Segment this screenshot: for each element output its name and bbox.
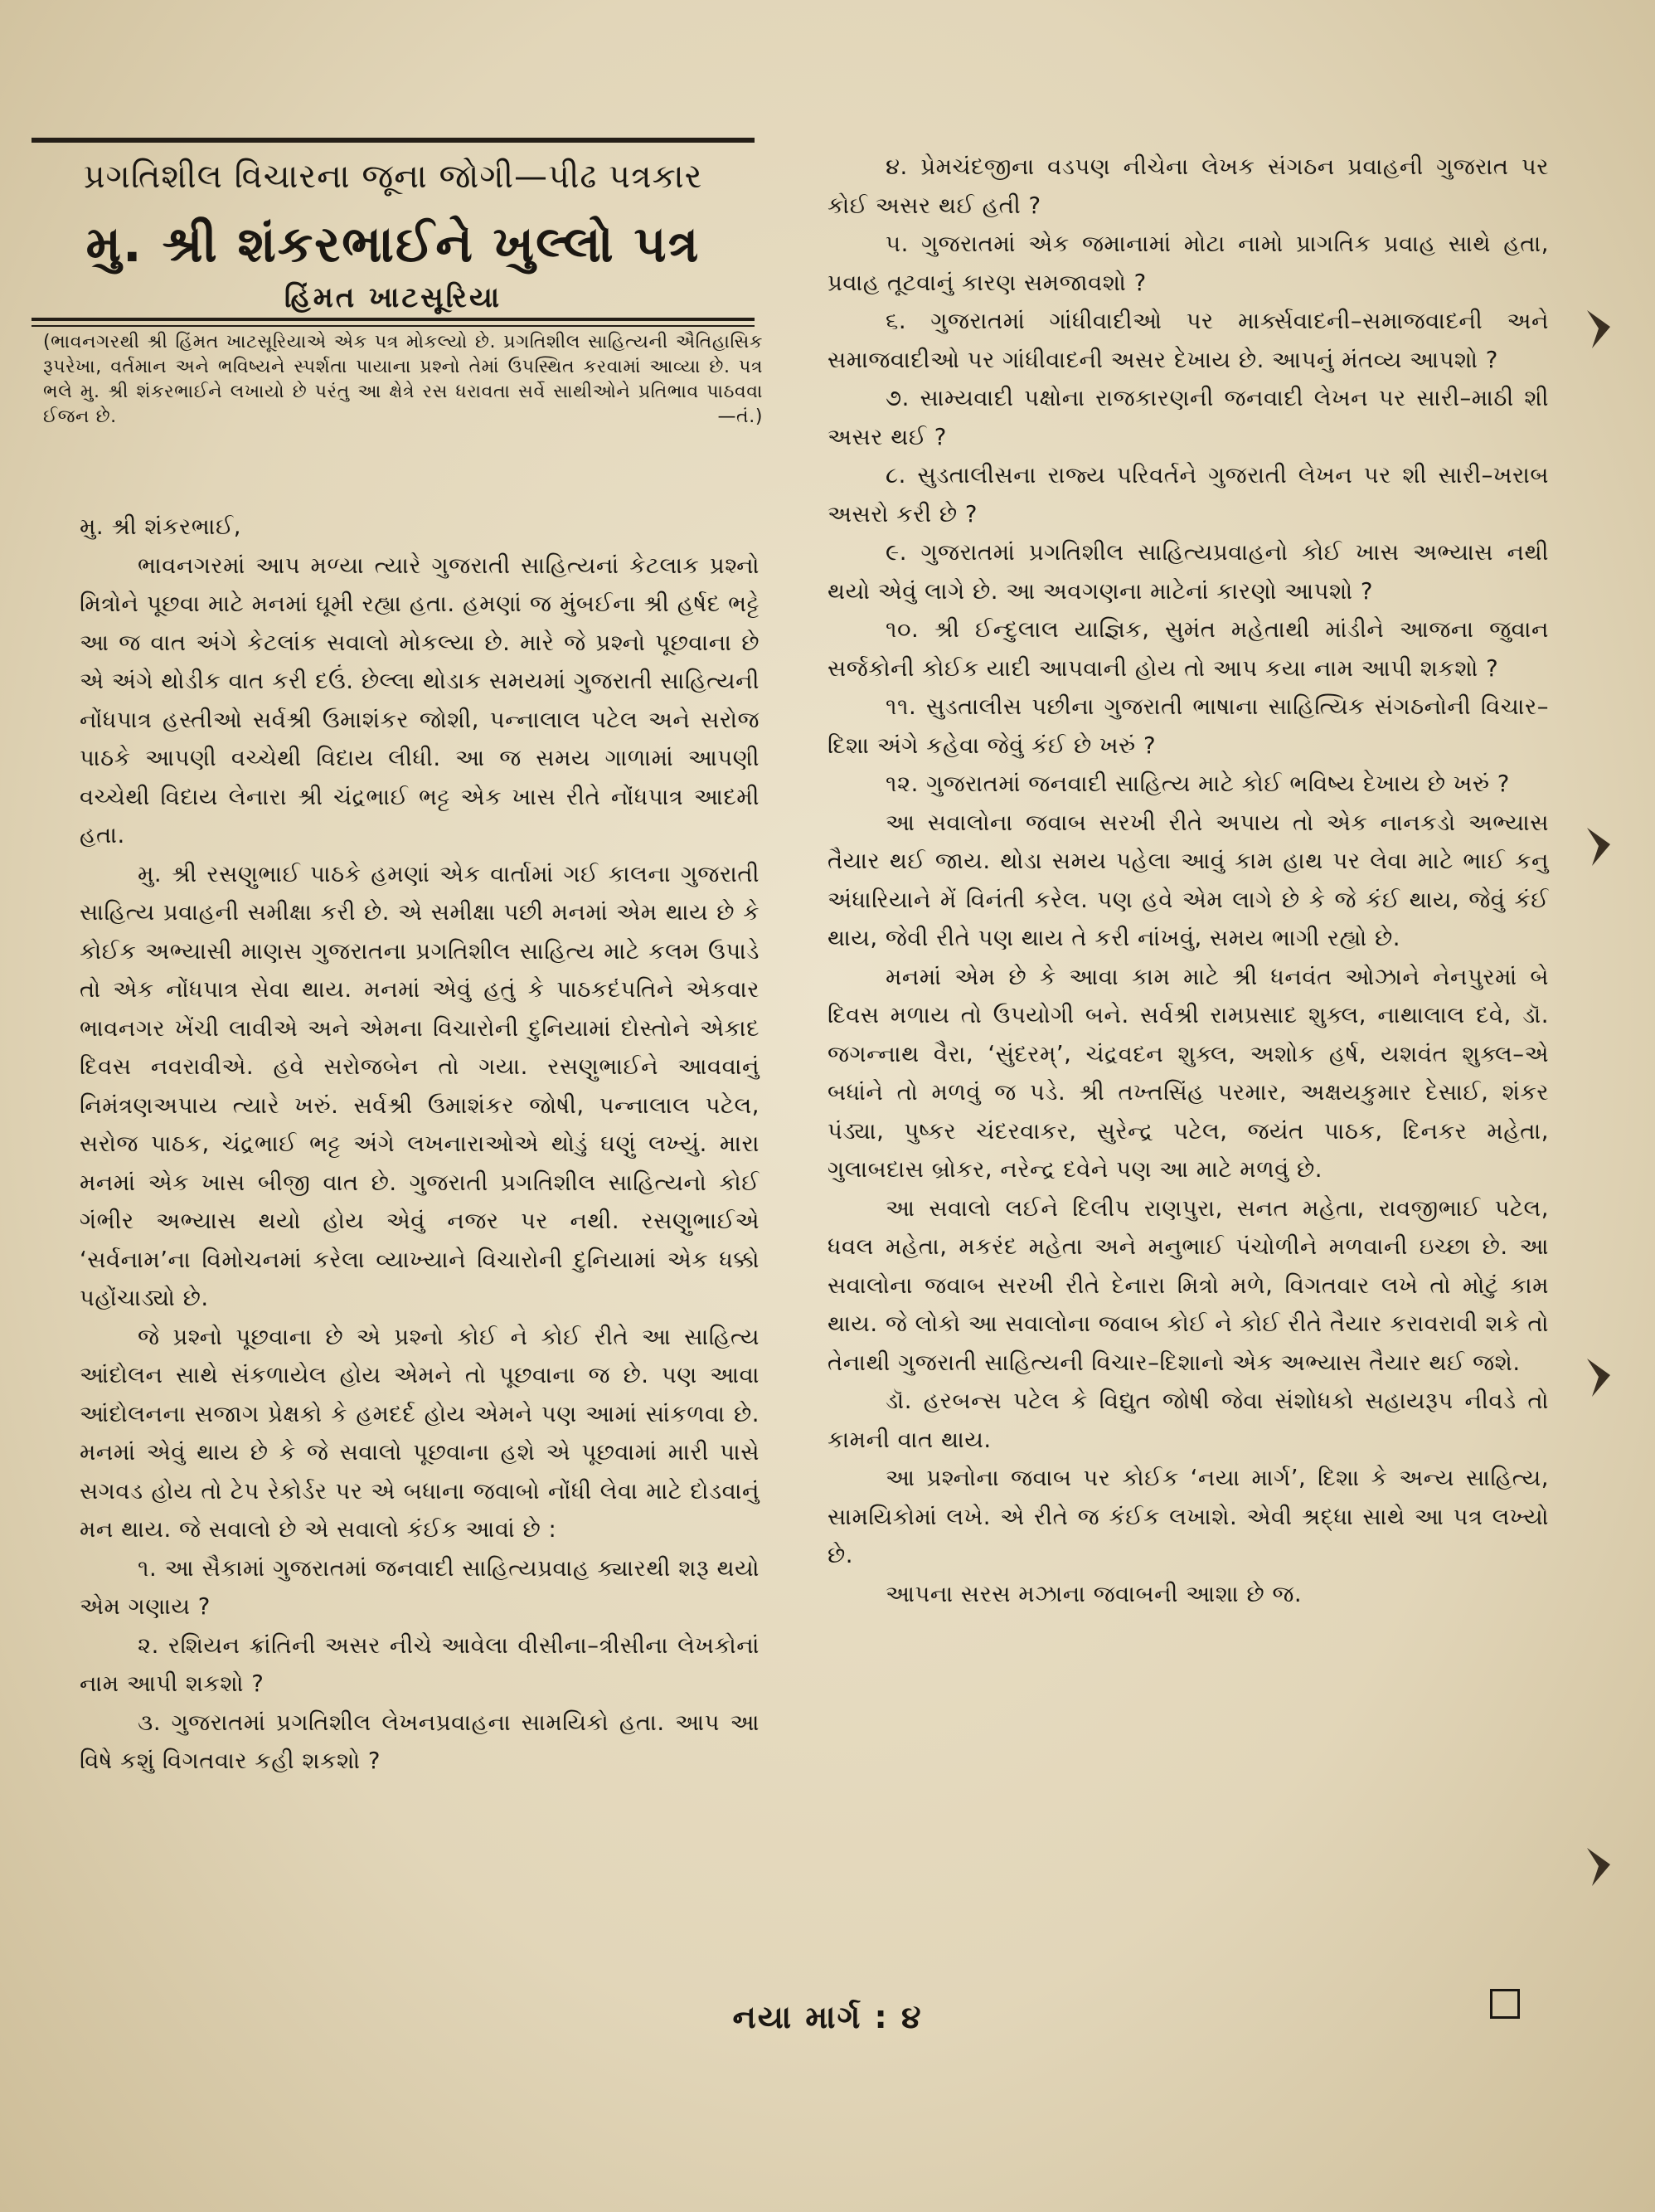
salutation: મુ. શ્રી શંકરભાઈ, bbox=[80, 513, 241, 540]
article-byline: હિંમત ખાટસૂરિયા bbox=[284, 281, 502, 314]
question-item: ૫. ગુજરાતમાં એક જમાનામાં મોટા નામો પ્રાગતિક પ્રવાહ સાથે હતા, પ્રવાહ તૂટવાનું કારણ સમજાવશો ? bbox=[828, 231, 1549, 296]
byline-rule bbox=[32, 318, 755, 321]
paragraph: ભાવનગરમાં આપ મળ્યા ત્યારે ગુજરાતી સાહિત્યનાં કેટલાક પ્રશ્નો મિત્રોને પૂછવા માટે મનમાં ઘૂમી રહ્યા હતા. હમણાં જ મુંબઈના શ્રી હર્ષદ ભટ્ટે આ જ વાત અંગે કેટલાંક સવાલો મોકલ્યા છે. મારે જે પ્રશ્નો પૂછવાના છે એ અંગે થોડીક વાત કરી દઉં. છેલ્લા થોડાક સમયમાં ગુજરાતી સાહિત્યની નોંધપાત્ર હસ્તીઓ સર્વશ્રી ઉમાશંકર જોશી, પન્નાલાલ પટેલ અને સરોજ પાઠકે આપણી વચ્ચેથી વિદાય લીધી. આ જ સમય ગાળામાં આપણી વચ્ચેથી વિદાય લેનારા શ્રી ચંદ્રભાઈ ભટ્ટ એક ખાસ રીતે નોંધપાત્ર આદમી હતા. bbox=[80, 552, 760, 848]
page-footer: નયા માર્ગ : ૪ bbox=[732, 1999, 923, 2035]
staple-hole-icon bbox=[1585, 309, 1614, 350]
question-item: ૧. આ સૈકામાં ગુજરાતમાં જનવાદી સાહિત્યપ્રવાહ ક્યારથી શરૂ થયો એમ ગણાય ? bbox=[80, 1554, 760, 1620]
paragraph: જે પ્રશ્નો પૂછવાના છે એ પ્રશ્નો કોઈ ને કોઈ રીતે આ સાહિત્ય આંદોલન સાથે સંકળાયેલ હોય એમને તો પૂછવાના જ છે. પણ આવા આંદોલનના સજાગ પ્રેક્ષકો કે હમદર્દ હોય એમને પણ આમાં સાંકળવા છે. મનમાં એવું થાય છે કે જે સવાલો પૂછવાના હશે એ પૂછવામાં મારી પાસે સગવડ હોય તો ટેપ રેકોર્ડર પર એ બધાના જવાબો નોંધી લેવા માટે દોડવાનું મન થાય. જે સવાલો છે એ સવાલો કંઈક આવાં છે : bbox=[80, 1323, 760, 1543]
byline-rule-thin bbox=[32, 325, 755, 327]
header-rule bbox=[32, 138, 755, 143]
closing-line: આપના સરસ મઝાના જવાબની આશા છે જ. bbox=[886, 1580, 1303, 1607]
paragraph: આ સવાલોના જવાબ સરખી રીતે અપાય તો એક નાનકડો અભ્યાસ તૈયાર થઈ જાય. થોડા સમય પહેલા આવું કામ હાથ પર લેવા માટે ભાઈ કનુ અંધારિયાને મેં વિનંતી કરેલ. પણ હવે એમ લાગે છે કે જે કંઈ થાય, જેવું કંઈ થાય, જેવી રીતે પણ થાય તે કરી નાંખવું, સમય ભાગી રહ્યો છે. bbox=[828, 809, 1549, 951]
staple-hole-icon bbox=[1585, 1357, 1614, 1398]
question-item: ૧૨. ગુજરાતમાં જનવાદી સાહિત્ય માટે કોઈ ભવિષ્ય દેખાય છે ખરું ? bbox=[886, 771, 1510, 797]
paragraph: ડૉ. હરબન્સ પટેલ કે વિદ્યુત જોષી જેવા સંશોધકો સહાયરૂપ નીવડે તો કામની વાત થાય. bbox=[828, 1388, 1549, 1453]
question-item: ૧૦. શ્રી ઈન્દુલાલ યાજ્ઞિક, સુમંત મહેતાથી માંડીને આજના જુવાન સર્જકોની કોઈક યાદી આપવાની હોય તો આપ કયા નામ આપી શકશો ? bbox=[828, 616, 1549, 682]
right-column bbox=[828, 148, 1549, 1613]
question-item: ૧૧. સુડતાલીસ પછીના ગુજરાતી ભાષાના સાહિત્યિક સંગઠનોની વિચાર–દિશા અંગે કહેવા જેવું કંઈ છે ખરું ? bbox=[828, 693, 1549, 759]
article-headline: મુ. શ્રી શંકરભાઈને ખુલ્લો પત્ર bbox=[85, 216, 701, 274]
paragraph: મનમાં એમ છે કે આવા કામ માટે શ્રી ધનવંત ઓઝાને નેનપુરમાં બે દિવસ મળાય તો ઉપયોગી બને. સર્વશ્રી રામપ્રસાદ શુક્લ, નાથાલાલ દવે, ડૉ. જગન્નાથ વૈરા, ‘સુંદરમ્’, ચંદ્રવદન શુક્લ, અશોક હર્ષ, યશવંત શુક્લ–એ બધાંને તો મળવું જ પડે. શ્રી તખ્તસિંહ પરમાર, અક્ષયકુમાર દેસાઈ, શંકર પંડ્યા, પુષ્કર ચંદરવાકર, સુરેન્દ્ર પટેલ, જયંત પાઠક, દિનકર મહેતા, ગુલાબદાસ બ્રોકર, નરેન્દ્ર દવેને પણ આ માટે મળવું છે. bbox=[828, 963, 1549, 1183]
paragraph: આ પ્રશ્નોના જવાબ પર કોઈક ‘નયા માર્ગ’, દિશા કે અન્ય સાહિત્ય, સામયિકોમાં લખે. એ રીતે જ કંઈક લખાશે. એવી શ્રદ્ધા સાથે આ પત્ર લખ્યો છે. bbox=[828, 1465, 1549, 1568]
editor-note bbox=[43, 330, 763, 430]
question-item: ૨. રશિયન ક્રાંતિની અસર નીચે આવેલા વીસીના–ત્રીસીના લેખકોનાં નામ આપી શકશો ? bbox=[80, 1631, 760, 1697]
question-item: ૪. પ્રેમચંદજીના વડપણ નીચેના લેખક સંગઠન પ્રવાહની ગુજરાત પર કોઈ અસર થઈ હતી ? bbox=[828, 153, 1549, 219]
question-item: ૬. ગુજરાતમાં ગાંધીવાદીઓ પર માર્ક્સવાદની–સમાજવાદની અને સમાજવાદીઓ પર ગાંધીવાદની અસર દેખાય છે. આપનું મંતવ્ય આપશો ? bbox=[828, 308, 1549, 373]
left-column bbox=[80, 508, 760, 1781]
paragraph: મુ. શ્રી રસણુભાઈ પાઠકે હમણાં એક વાર્તામાં ગઈ કાલના ગુજરાતી સાહિત્ય પ્રવાહની સમીક્ષા કરી છે. એ સમીક્ષા પછી મનમાં એમ થાય છે કે કોઈક અભ્યાસી માણસ ગુજરાતના પ્રગતિશીલ સાહિત્ય માટે કલમ ઉપાડે તો એક નોંધપાત્ર સેવા થાય. મનમાં એવું હતું કે પાઠકદંપતિને એકવાર ભાવનગર ખેંચી લાવીએ અને એમના વિચારોની દુનિયામાં દોસ્તોને એકાદ દિવસ નવરાવીએ. હવે સરોજબેન તો ગયા. રસણુભાઈને આવવાનું નિમંત્રણઅપાય ત્યારે ખરું. સર્વશ્રી ઉમાશંકર જોષી, પન્નાલાલ પટેલ, સરોજ પાઠક, ચંદ્રભાઈ ભટ્ટ અંગે લખનારાઓએ થોડું ઘણું લખ્યું. મારા મનમાં એક ખાસ બીજી વાત છે. ગુજરાતી પ્રગતિશીલ સાહિત્યનો કોઈ ગંભીર અભ્યાસ થયો હોય એવું નજર પર નથી. રસણુભાઈએ ‘સર્વનામ’ના વિમોચનમાં કરેલા વ્યાખ્યાને વિચારોની દુનિયામાં એક ધક્કો પહોંચાડ્યો છે. bbox=[80, 860, 760, 1311]
paragraph: આ સવાલો લઈને દિલીપ રાણપુરા, સનત મહેતા, રાવજીભાઈ પટેલ, ધવલ મહેતા, મકરંદ મહેતા અને મનુભાઈ પંચોળીને મળવાની ઇચ્છા છે. આ સવાલોના જવાબ સરખી રીતે દેનારા મિત્રો મળે, વિગતવાર લખે તો મોટું કામ થાય. જે લોકો આ સવાલોના જવાબ કોઈ ને કોઈ રીતે તૈયાર કરાવરાવી શકે તો તેનાથી ગુજરાતી સાહિત્યની વિચાર–દિશાનો એક અભ્યાસ તૈયાર થઈ જશે. bbox=[828, 1194, 1549, 1376]
article-kicker: પ્રગતિશીલ વિચારના જૂના જોગી—પીઢ પત્રકાર bbox=[83, 158, 703, 196]
editor-note-text: (ભાવનગરથી શ્રી હિંમત ખાટસૂરિયાએ એક પત્ર મોકલ્યો છે. પ્રગતિશીલ સાહિત્યની ઐતિહાસિક રૂપરેખા, વર્તમાન અને ભવિષ્યને સ્પર્શતા પાયાના પ્રશ્નો તેમાં ઉપસ્થિત કરવામાં આવ્યા છે. પત્ર ભલે મુ. શ્રી શંકરભાઈને લખાયો છે પરંતુ આ ક્ષેત્રે રસ ધરાવતા સર્વે સાથીઓને પ્રતિભાવ પાઠવવા ઈજન છે. bbox=[43, 332, 763, 427]
staple-hole-icon bbox=[1585, 826, 1614, 868]
question-item: ૯. ગુજરાતમાં પ્રગતિશીલ સાહિત્યપ્રવાહનો કોઈ ખાસ અભ્યાસ નથી થયો એવું લાગે છે. આ અવગણના માટેનાં કારણો આપશો ? bbox=[828, 539, 1549, 605]
question-item: ૭. સામ્યવાદી પક્ષોના રાજકારણની જનવાદી લેખન પર સારી–માઠી શી અસર થઈ ? bbox=[828, 385, 1549, 450]
staple-hole-icon bbox=[1585, 1846, 1614, 1888]
editor-note-sign: —તં.) bbox=[717, 406, 763, 427]
question-item: ૩. ગુજરાતમાં પ્રગતિશીલ લેખનપ્રવાહના સામયિકો હતા. આપ આ વિષે કશું વિગતવાર કહી શકશો ? bbox=[80, 1709, 760, 1774]
question-item: ૮. સુડતાલીસના રાજ્ય પરિવર્તને ગુજરાતી લેખન પર શી સારી–ખરાબ અસરો કરી છે ? bbox=[828, 462, 1549, 527]
